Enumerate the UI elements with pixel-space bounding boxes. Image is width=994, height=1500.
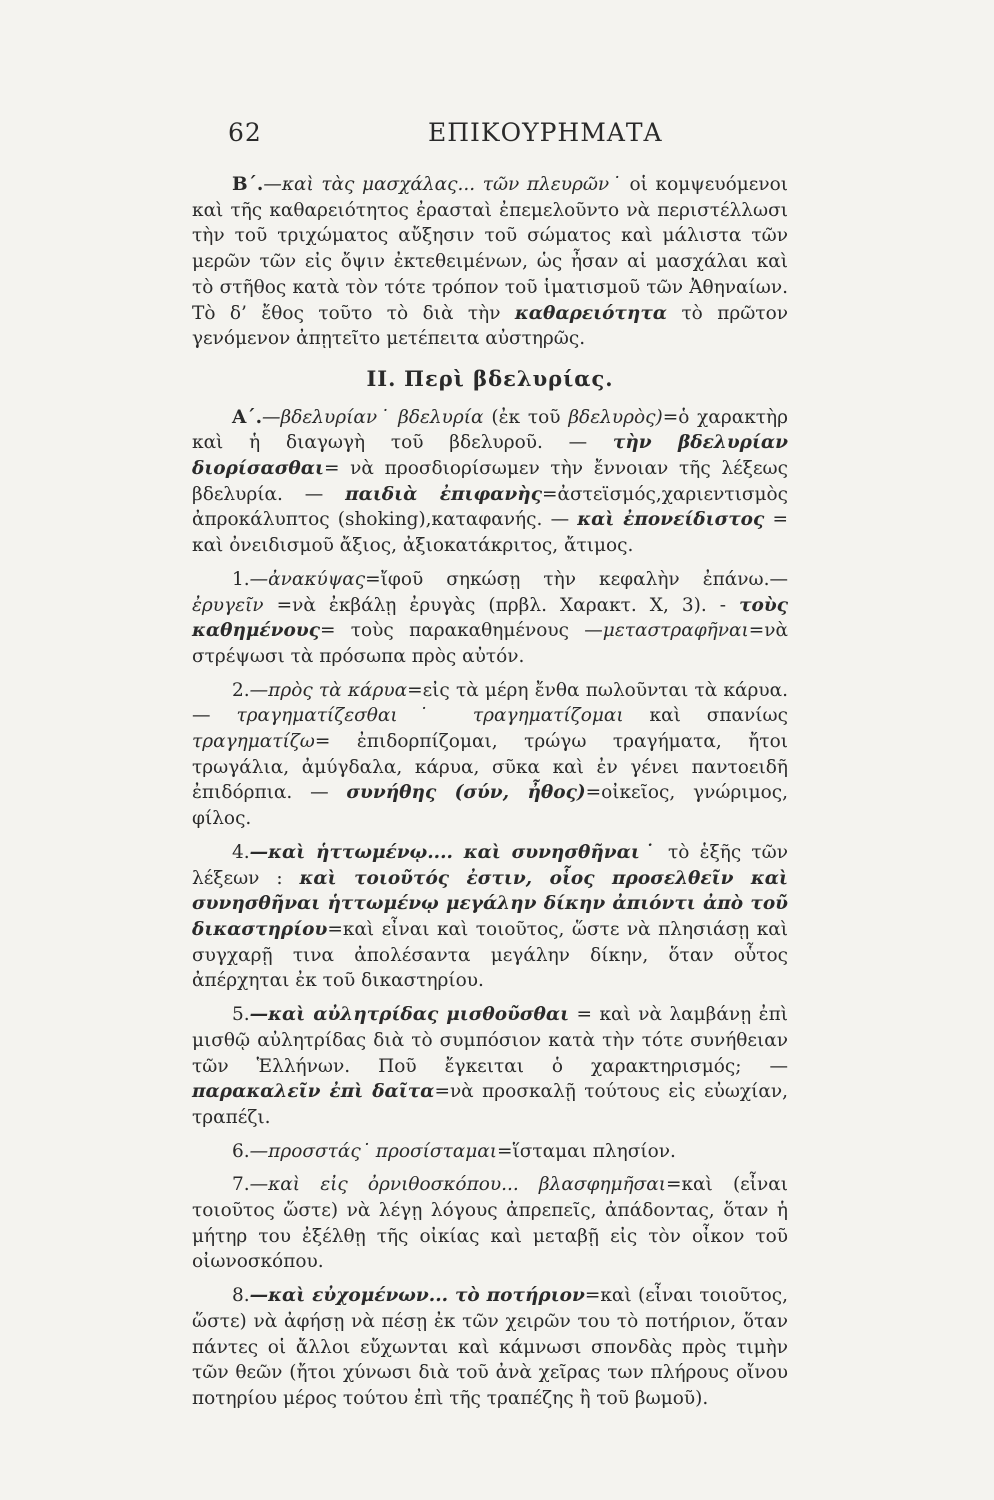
lemma: τοὺς καθημένους	[192, 594, 788, 642]
section-number: ΙΙ.	[366, 365, 397, 391]
note-item-8	[192, 1283, 788, 1412]
paragraph-mark: Α΄.	[232, 406, 263, 428]
gloss-text: (ἐκ τοῦ	[483, 406, 569, 428]
lemma: μεταστραφῆναι	[602, 620, 749, 642]
gloss-text: = καὶ νὰ λαμβάνῃ ἐπὶ μισθῷ αὐλητρίδας διὰ τὸ συμπόσιον κατὰ τὴν τότε συνήθειαν τῶν Ἑλλήνων. Ποῦ ἔγκειται ὁ χαρακτηρισμός; —	[192, 1004, 788, 1077]
lemma: καὶ ἐπονείδιστος	[577, 509, 765, 531]
page-number: 62	[228, 118, 262, 147]
lemma: βδελυρὸς)	[568, 406, 663, 428]
lemma: τραγηματίζω	[192, 731, 315, 753]
note-item-4	[192, 840, 788, 994]
note-item-6	[192, 1139, 788, 1165]
lemma: —πρὸς τὰ κάρυα	[249, 679, 408, 701]
gloss-text: =καὶ εἶναι καὶ τοιοῦτος, ὥστε νὰ πλησιάσῃ καὶ συγχαρῇ τινα ἀπολέσαντα μεγάλην δίκην, ὅταν οὗτος ἀπέρχηται ἐκ τοῦ δικαστηρίου.	[192, 918, 788, 992]
gloss-text: =ὁ χαρακτὴρ καὶ ἡ διαγωγὴ τοῦ βδελυροῦ. —	[192, 406, 788, 454]
paragraph-b	[192, 172, 788, 352]
gloss-text: =εἰς τὰ μέρη ἔνθα πωλοῦνται τὰ κάρυα.—	[192, 679, 788, 727]
gloss-text: =ἴφοῦ σηκώσῃ τὴν κεφαλὴν ἐπάνω.—	[365, 568, 788, 590]
paragraph-a	[192, 405, 788, 559]
gloss-text: =ἀστεϊσμός,χαριεντισμὸς ἀπροκάλυπτος (shoking),καταφανής. —	[192, 483, 789, 531]
item-number: 7.	[232, 1174, 250, 1196]
section-title: Περὶ βδελυρίας.	[404, 365, 614, 391]
item-number: 2.	[232, 679, 250, 701]
lemma: —προσστάς˙ προσίσταμαι	[249, 1140, 497, 1162]
item-number: 1.	[232, 568, 250, 590]
running-head: ΕΠΙΚΟΥΡΗΜΑΤΑ	[428, 118, 663, 147]
gloss-text: =καὶ (εἶναι τοιοῦτος ὥστε) νὰ λέγῃ λόγους ἀπρεπεῖς, ἀπάδοντας, ὅταν ἡ μήτηρ του ἐξέλθῃ τῆς οἰκίας καὶ μεταβῇ εἰς τὸν οἶκον τοῦ οἰωνοσκόπου.	[192, 1174, 788, 1273]
note-item-2	[192, 678, 788, 832]
item-number: 4.	[232, 841, 250, 863]
gloss-text: = καὶ ὀνειδισμοῦ ἄξιος, ἀξιοκατάκριτος, ἄτιμος.	[192, 509, 789, 557]
section-heading	[192, 366, 788, 393]
gloss-text: = τοὺς παρακαθημένους —	[319, 620, 603, 642]
page-header	[228, 118, 768, 158]
lemma: —ἀνακύψας	[249, 568, 366, 590]
lemma: συνήθης (σύν, ἦθος)	[346, 782, 586, 804]
page-body	[192, 172, 788, 1412]
lemma: καθαρειότητα	[514, 302, 668, 324]
gloss-text: τὸ ἑξῆς τῶν λέξεων :	[192, 841, 788, 889]
lemma: παιδιὰ ἐπιφανὴς	[345, 483, 542, 505]
gloss-text: =καὶ (εἶναι τοιοῦτος, ὥστε) νὰ ἀφήσῃ νὰ πέσῃ ἐκ τῶν χειρῶν του τὸ ποτήριον, ὅταν πάντες οἱ ἄλλοι εὔχωνται καὶ κάμνωσι σπονδὰς πρὸς τιμὴν τῶν θεῶν (ἤτοι χύνωσι διὰ τοῦ ἀνὰ χεῖρας των πλήρους οἴνου ποτηρίου μέρος τούτου ἐπὶ τῆς τραπέζης ἢ τοῦ βωμοῦ).	[192, 1285, 788, 1409]
item-number: 6.	[232, 1140, 250, 1162]
lemma: τραγηματίζεσθαι˙ τραγηματίζομαι	[236, 705, 624, 727]
gloss-text: =νὰ προσκαλῇ τούτους εἰς εὐωχίαν, τραπέζι.	[192, 1081, 788, 1128]
lemma: —καὶ ἡττωμένῳ.... καὶ συνησθῆναι˙	[249, 841, 658, 863]
gloss-text: = νὰ προσδιορίσωμεν τὴν ἔννοιαν τῆς λέξεως βδελυρία. —	[192, 458, 788, 505]
lemma: τὴν βδελυρίαν διορίσασθαι	[192, 432, 788, 480]
gloss-text: =οἰκεῖος, γνώριμος, φίλος.	[192, 782, 788, 830]
paragraph-mark: Β΄.	[232, 174, 264, 195]
gloss-text: οἱ κομψευόμενοι καὶ τῆς καθαρειότητος ἐρασταὶ ἐπεμελοῦντο νὰ περιστέλλωσι τὴν τοῦ τριχώματος αὔξησιν τοῦ σώματος καὶ μάλιστα τῶν μερῶν τῶν εἰς ὄψιν ἐκτεθειμένων, ὡς ἦσαν αἱ μασχάλαι καὶ τὸ στῆθος κατὰ τὸν τότε τρόπον τοῦ ἱματισμοῦ τῶν Ἀθηναίων. Τὸ δ’ ἔθος τοῦτο τὸ διὰ τὴν	[192, 174, 788, 324]
lemma: καὶ τοιοῦτός ἐστιν, οἷος προσελθεῖν καὶ συνησθῆναι ἡττωμένῳ μεγάλην δίκην ἀπιόντι ἀπὸ τοῦ δικαστηρίου	[192, 867, 788, 940]
lemma: ἐρυγεῖν	[192, 594, 264, 616]
item-number: 8.	[232, 1285, 250, 1307]
lemma: παρακαλεῖν ἐπὶ δαῖτα	[192, 1081, 435, 1103]
lemma: —βδελυρίαν˙ βδελυρία	[262, 406, 484, 428]
gloss-text: καὶ σπανίως	[623, 705, 788, 727]
gloss-text: = ἐπιδορπίζομαι, τρώγω τραγήματα, ἤτοι τρωγάλια, ἀμύγδαλα, κάρυα, σῦκα καὶ ἐν γένει παντοειδῆ ἐπιδόρπια. —	[192, 731, 788, 804]
gloss-text: =νὰ ἐκβάλῃ ἐρυγὰς (πρβλ. Χαρακτ. Χ, 3). -	[263, 594, 740, 616]
item-number: 5.	[232, 1004, 250, 1026]
lemma: —καὶ αὐλητρίδας μισθοῦσθαι	[249, 1004, 570, 1026]
note-item-5	[192, 1002, 788, 1131]
lemma: —καὶ εἰς ὀρνιθοσκόπου... βλασφημῆσαι	[249, 1174, 666, 1196]
gloss-text: τὸ πρῶτον γενόμενον ἀπῃτεῖτο μετέπειτα αὐστηρῶς.	[192, 302, 788, 350]
note-item-1	[192, 567, 788, 670]
gloss-text: =νὰ στρέψωσι τὰ πρόσωπα πρὸς αὐτόν.	[192, 620, 788, 667]
lemma: —καὶ τὰς μασχάλας... τῶν πλευρῶν˙	[263, 174, 622, 195]
gloss-text: =ἵσταμαι πλησίον.	[497, 1140, 676, 1162]
lemma: —καὶ εὐχομένων... τὸ ποτήριον	[249, 1285, 585, 1307]
note-item-7	[192, 1172, 788, 1275]
